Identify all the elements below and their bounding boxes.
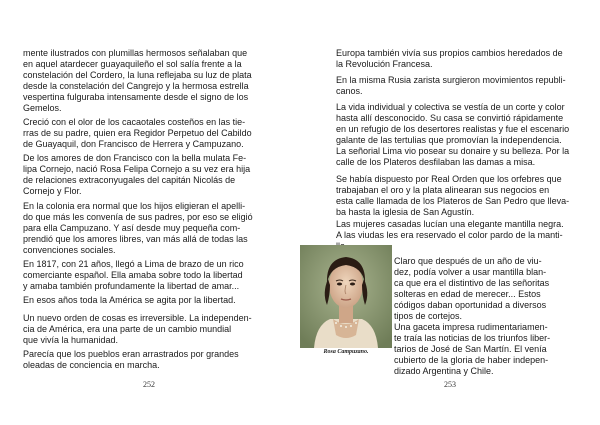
paragraph [394, 322, 588, 377]
text-line: ba hasta la iglesia de San Agustín. [336, 207, 475, 217]
paragraph [23, 117, 275, 150]
right-page [300, 0, 600, 425]
paragraph [394, 256, 588, 322]
text-line: La señorial Lima vio posear su donaire y su belleza. Por la [336, 146, 570, 156]
text-line: hasta allí desconocido. Su casa se convirtió rápidamente [336, 113, 564, 123]
text-line: de relaciones extraconyugales del capitán Nicolás de [23, 175, 236, 185]
text-line: la Revolución Francesa. [336, 59, 433, 69]
text-line: Las mujeres casadas lucían una elegante mantilla negra. [336, 219, 564, 229]
text-line: cia de América, era una parte de un cambio mundial [23, 324, 232, 334]
paragraph [23, 313, 275, 346]
text-line: lipa Cornejo, nació Rosa Felipa Cornejo a su vez era hija [23, 164, 251, 174]
text-line: para ella Campuzano. Y así desde muy pequeña com- [23, 223, 241, 233]
text-line: Gemelos. [23, 103, 62, 113]
portrait-caption: Rosa Campuzano. [323, 349, 369, 355]
text-line: que vivía la humanidad. [23, 335, 119, 345]
text-line: canos. [336, 86, 363, 96]
paragraph [23, 349, 275, 371]
text-line: prendió que los amores libres, van más allá de todas las [23, 234, 248, 244]
text-line: En la colonia era normal que los hijos eligieran el apelli- [23, 201, 246, 211]
text-line: constelación del Cordero, la luna reflejaba su luz de plata [23, 70, 252, 80]
text-line: En esos años toda la América se agita por la libertad. [23, 295, 236, 305]
text-line: Un nuevo orden de cosas es irreversible. La independen- [23, 313, 252, 323]
paragraph [23, 259, 275, 292]
text-line: Claro que después de un año de viu- [394, 256, 542, 266]
text-line: tipos de cortejos. [394, 311, 463, 321]
paragraph [336, 48, 588, 70]
text-line: Cornejo y Flor. [23, 186, 82, 196]
text-line: Europa también vivía sus propios cambios heredados de [336, 48, 563, 58]
text-line: rras de su padre, quien era Regidor Perpetuo del Cabildo [23, 128, 252, 138]
paragraph [336, 75, 588, 97]
portrait-figure [300, 245, 392, 357]
text-line: Se había dispuesto por Real Orden que los orfebres que [336, 174, 562, 184]
text-line: En 1817, con 21 años, llegó a Lima de brazo de un rico [23, 259, 244, 269]
text-line: trabajaban el oro y la plata alinearan sus negocios en [336, 185, 550, 195]
text-line: desde la constelación del Cangrejo y la hermosa estrella [23, 81, 249, 91]
text-line: mente ilustrados con plumillas hermosos señalaban que [23, 48, 248, 58]
text-line: esta calle llamada de los Plateros de San Pedro que lleva- [336, 196, 570, 206]
paragraph [23, 153, 275, 197]
text-line: convenciones sociales. [23, 245, 116, 255]
paragraph [23, 201, 275, 256]
text-line: en un refugio de los desertores realistas y fue el escenario [336, 124, 570, 134]
paragraph [23, 295, 275, 306]
page-number: 252 [143, 380, 155, 389]
text-line: solteras en edad de merecer... Estos [394, 289, 541, 299]
text-line: códigos daban oportunidad a diversos [394, 300, 547, 310]
text-line: galante de las tertulias que promovían la independencia. [336, 135, 562, 145]
text-line: te traía las noticias de los triunfos liber- [394, 333, 551, 343]
text-line: do que más les convenía de sus padres, por eso se eligió [23, 212, 253, 222]
text-line: ca que era el distintivo de las señoritas [394, 278, 550, 288]
portrait-image [300, 245, 392, 348]
text-line: La vida individual y colectiva se vestía de un corte y color [336, 102, 565, 112]
text-line: comerciante español. Ella amaba sobre todo la libertad [23, 270, 243, 280]
text-line: En la misma Rusia zarista surgieron movimientos republi- [336, 75, 566, 85]
text-line: vespertina fulguraba intensamente desde el signo de los [23, 92, 249, 102]
text-line: Creció con el olor de los cacaotales costeños en las tie- [23, 117, 246, 127]
text-line: dizado Argentina y Chile. [394, 366, 494, 376]
text-line: y amaba también profundamente la libertad de amar... [23, 281, 240, 291]
text-line: oleadas de conciencia en marcha. [23, 360, 160, 370]
paragraph [23, 48, 275, 114]
portrait-painting [300, 245, 392, 348]
text-line: cubierto de la gloria de haber indepen- [394, 355, 549, 365]
page-number: 253 [444, 380, 456, 389]
text-line: A las viudas les era reservado el color pardo de la manti- [336, 230, 563, 240]
text-line: tarios de José de San Martín. El venía [394, 344, 547, 354]
text-line: en aquel atardecer guayaquileño el sol salía frente a la [23, 59, 242, 69]
paragraph [336, 102, 588, 168]
text-line: Una gaceta impresa rudimentariamen- [394, 322, 548, 332]
paragraph [336, 174, 588, 218]
text-line: Parecía que los pueblos eran arrastrados por grandes [23, 349, 239, 359]
text-line: De los amores de don Francisco con la bella mulata Fe- [23, 153, 247, 163]
text-line: dez, podía volver a usar mantilla blan- [394, 267, 547, 277]
text-line: de Guayaquil, don Francisco de Herrera y Campuzano. [23, 139, 244, 149]
text-line: calle de los Plateros desfilaban las damas a misa. [336, 157, 536, 167]
